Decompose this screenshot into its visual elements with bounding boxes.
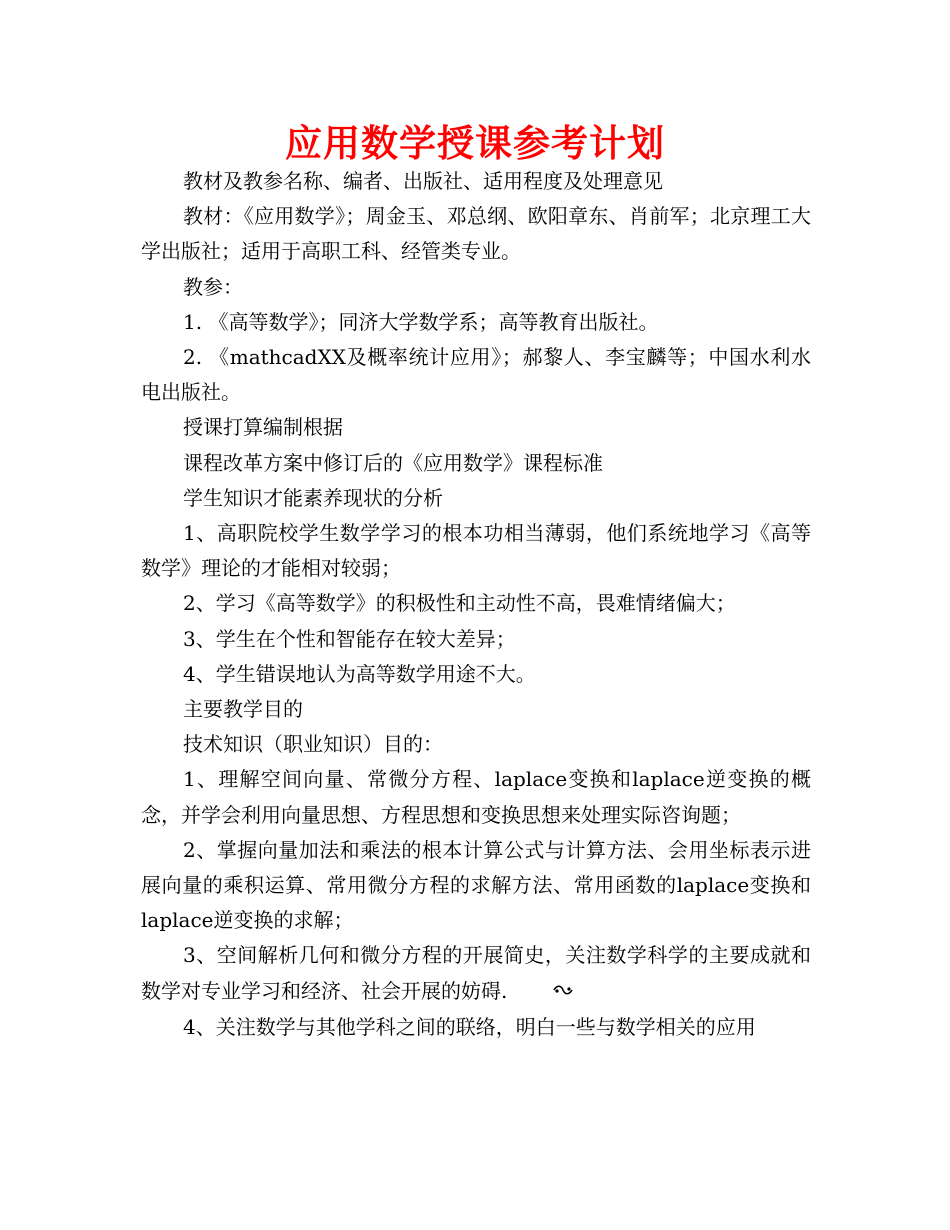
paragraph-student-analysis-heading: 学生知识才能素养现状的分析 [183,485,443,510]
paragraph-goal-3 [141,938,811,1009]
paragraph-student-analysis-1: 1、高职院校学生数学学习的根本功相当薄弱，他们系统地学习《高等数学》理论的才能相对较弱； [141,521,811,581]
paragraph-student-analysis-3: 3、学生在个性和智能存在较大差异； [183,626,516,651]
paragraph-goal-1: 1、理解空间向量、常微分方程、laplace变换和laplace逆变换的概念，并学会利用向量思想、方程思想和变换思想来处理实际咨询题； [141,767,811,827]
paragraph-curriculum-standard: 课程改革方案中修订后的《应用数学》课程标准 [183,450,603,475]
document-title: 应用数学授课参考计划 [285,122,665,165]
paragraph-student-analysis-2: 2、学习《高等数学》的积极性和主动性不高，畏难情绪偏大； [183,591,736,616]
paragraph-student-analysis-4: 4、学生错误地认为高等数学用途不大。 [183,661,536,686]
paragraph-materials-heading: 教材及教参名称、编者、出版社、适用程度及处理意见 [183,169,663,193]
paragraph-teaching-goals-heading: 主要教学目的 [183,697,303,722]
paragraph-plan-basis-heading: 授课打算编制根据 [183,415,343,440]
paragraph-reference-1: 1. 《高等数学》；同济大学数学系；高等教育出版社。 [183,309,659,334]
paragraph-reference-2: 2. 《mathcadXX及概率统计应用》；郝黎人、李宝麟等；中国水利水电出版社。 [141,345,811,405]
paragraph-goal-2: 2、掌握向量加法和乘法的根本计算公式与计算方法、会用坐标表示进展向量的乘积运算、常用微分方程的求解方法、常用函数的laplace变换和laplace逆变换的求解； [141,837,811,933]
ornament-icon [511,975,573,1010]
paragraph-references-heading: 教参： [183,274,243,299]
paragraph-goal-4: 4、关注数学与其他学科之间的联络，明白一些与数学相关的应用 [183,1014,756,1039]
paragraph-goal-3-text: 3、空间解析几何和微分方程的开展简史，关注数学科学的主要成就和数学对专业学习和经济、社会开展的妨碍. [141,943,811,1003]
document-body [141,164,811,1045]
paragraph-knowledge-goals-heading: 技术知识（职业知识）目的： [183,732,443,757]
paragraph-textbook: 教材：《应用数学》；周金玉、邓总纲、欧阳章东、肖前军；北京理工大学出版社；适用于高职工科、经管类专业。 [141,204,811,264]
